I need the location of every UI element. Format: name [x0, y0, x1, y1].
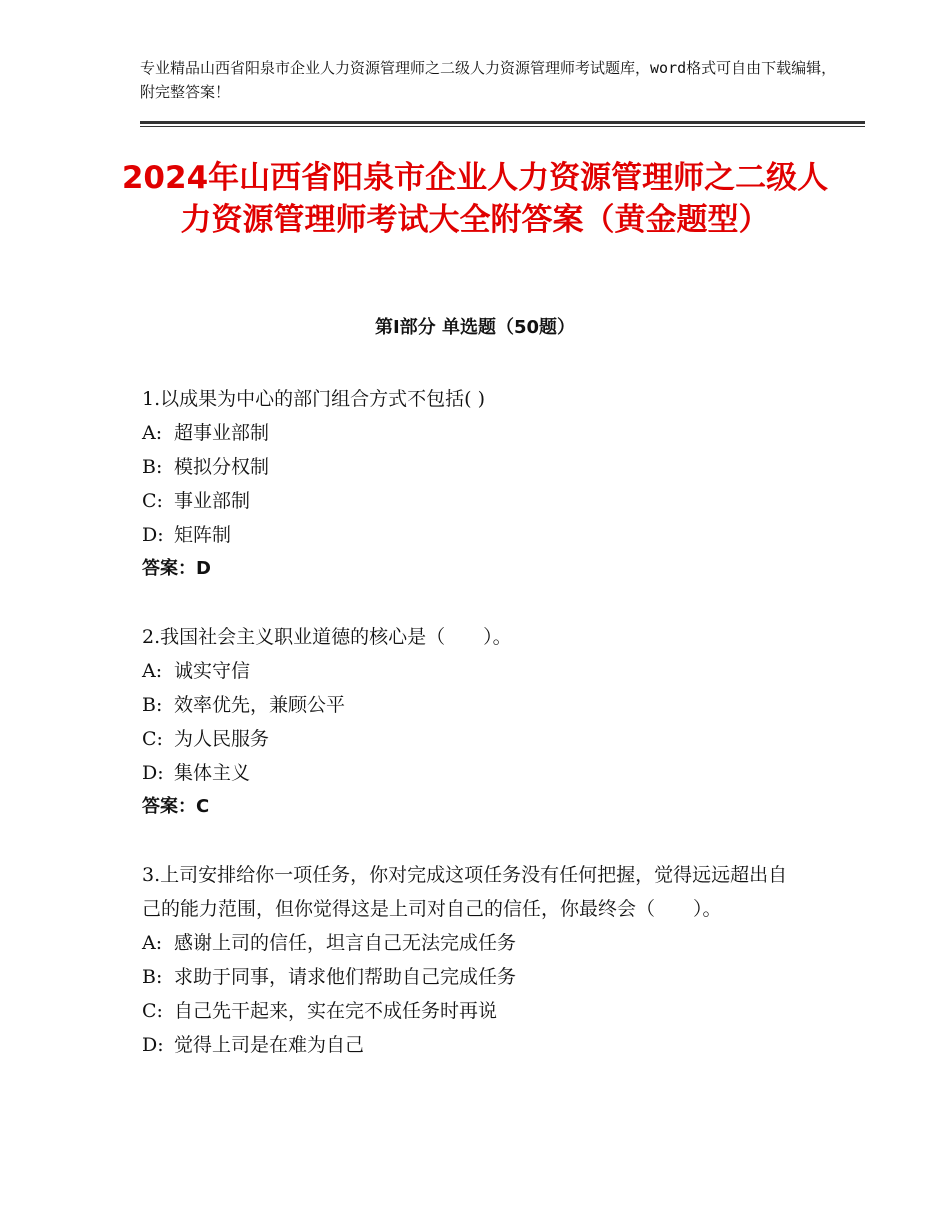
option-key: A: [142, 422, 163, 444]
question-2 [142, 620, 802, 824]
question-text: 2.我国社会主义职业道德的核心是（ ）。 [142, 626, 512, 648]
option-d [142, 756, 802, 790]
option-key: A: [142, 660, 163, 682]
option-key: B: [142, 456, 163, 478]
option-text: 自己先干起来，实在完不成任务时再说 [174, 1000, 498, 1022]
option-key: D: [142, 524, 164, 546]
option-key: B: [142, 694, 163, 716]
option-text: 诚实守信 [174, 660, 251, 682]
option-b [142, 688, 802, 722]
question-1 [142, 382, 802, 586]
question-list [142, 382, 802, 1096]
header-rule-thick [140, 121, 865, 124]
option-text: 感谢上司的信任，坦言自己无法完成任务 [174, 932, 517, 954]
option-c [142, 722, 802, 756]
option-c [142, 994, 802, 1028]
option-text: 效率优先，兼顾公平 [174, 694, 346, 716]
option-text: 事业部制 [174, 490, 251, 512]
option-c [142, 484, 802, 518]
main-title: 2024年山西省阳泉市企业人力资源管理师之二级人力资源管理师考试大全附答案（黄金题型） [121, 160, 829, 238]
answer: 答案：C [142, 796, 210, 817]
question-text: 1.以成果为中心的部门组合方式不包括( ) [142, 388, 485, 410]
option-b [142, 450, 802, 484]
option-key: C: [142, 1000, 163, 1022]
option-d [142, 518, 802, 552]
section-title: 第Ⅰ部分 单选题（50题） [374, 317, 575, 338]
header-rule-thin [140, 126, 865, 127]
header-note: 专业精品山西省阳泉市企业人力资源管理师之二级人力资源管理师考试题库，word格式可自由下载编辑，附完整答案！ [140, 59, 837, 101]
option-key: C: [142, 490, 163, 512]
option-text: 觉得上司是在难为自己 [174, 1034, 365, 1056]
answer: 答案：D [142, 558, 211, 579]
option-text: 矩阵制 [174, 524, 232, 546]
option-text: 集体主义 [174, 762, 251, 784]
option-a [142, 926, 802, 960]
option-text: 超事业部制 [174, 422, 270, 444]
option-text: 求助于同事，请求他们帮助自己完成任务 [174, 966, 517, 988]
option-a [142, 654, 802, 688]
option-key: C: [142, 728, 163, 750]
question-3 [142, 858, 802, 1062]
option-a [142, 416, 802, 450]
option-key: A: [142, 932, 163, 954]
option-text: 模拟分权制 [174, 456, 270, 478]
option-b [142, 960, 802, 994]
question-text: 3.上司安排给你一项任务，你对完成这项任务没有任何把握，觉得远远超出自己的能力范围，但你觉得这是上司对自己的信任，你最终会（ ）。 [142, 864, 788, 920]
option-key: D: [142, 762, 164, 784]
option-key: B: [142, 966, 163, 988]
option-d [142, 1028, 802, 1062]
option-key: D: [142, 1034, 164, 1056]
option-text: 为人民服务 [174, 728, 270, 750]
